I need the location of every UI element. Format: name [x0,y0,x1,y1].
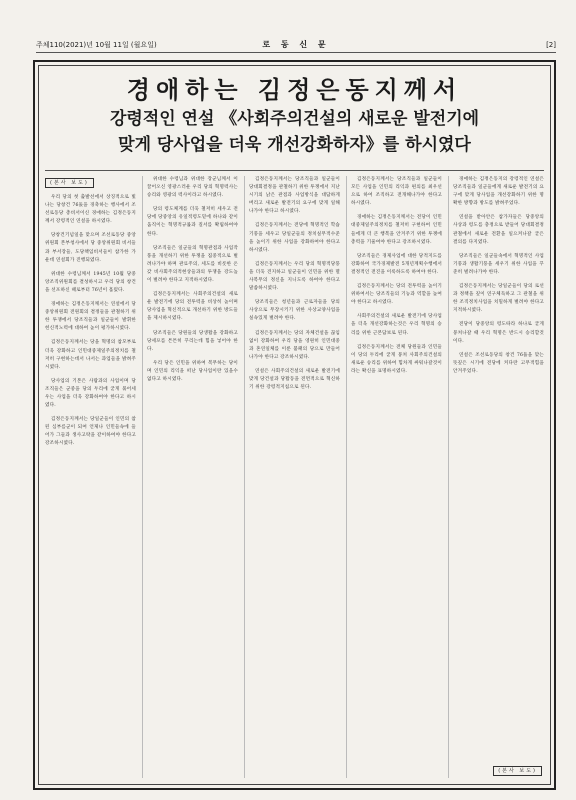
report-end-tag: (본사 보도) [493,766,542,776]
paragraph: 김정은동지께서는 우리 당의 혁명적당풍을 더욱 견지하고 일군들이 인민을 위한 멸사복무의 정신을 지니도록 하여야 한다고 말씀하시였다. [249,261,340,292]
headline-divider [45,170,544,171]
paragraph: 김정은동지께서는 당일군들이 인민의 참된 심부름군이 되여 언제나 인민들속에 들어가 그들과 생사고락을 같이하여야 한다고 강조하시였다. [45,417,136,447]
paragraph: 우리 당은 인민을 위하여 복무하는 당이며 인민의 리익을 떠난 당사업이란 있을수 없다고 하시였다. [147,360,238,382]
paragraph: 김정은동지께서는 당의 자체건설을 끊임없이 강화하여 우리 당을 영원히 인민대중과 혼연일체를 이룬 불패의 당으로 만들어나가야 한다고 강조하시였다. [249,330,340,360]
article-headline [39,70,550,166]
paragraph: 경애하는 김정은동지의 강령적인 연설은 당조직들과 일군들에게 새로운 발전기의 요구에 맞게 당사업을 개선강화하기 위한 명확한 방향과 방도를 밝혀주었다. [453,177,544,207]
report-tag: (본사 보도) [45,178,94,188]
paragraph: 당조직들은 당원들의 당생활을 강화하고 당세포를 튼튼히 꾸리는데 힘을 넣어야 한다. [147,330,238,352]
paragraph: 김정은동지께서는 사회주의건설의 새로운 발전기에 당의 전투력을 비상히 높이며 당사업을 혁신적으로 개선하기 위한 방도들을 제시하시였다. [147,292,238,322]
paragraph: 경애하는 김정은동지께서는 전당이 인민대중제일주의정치를 철저히 구현하여 인민들에게 더 큰 행복을 안겨주기 위한 투쟁에 총력을 기울여야 한다고 강조하시였다. [351,215,442,245]
paragraph: 당사업의 기본은 사람과의 사업이며 당조직들은 군중을 당의 두리에 굳게 묶어세우는 사업을 더욱 강화하여야 한다고 하시였다. [45,378,136,409]
article-columns [45,176,544,778]
article-column-4 [346,176,442,778]
article-frame-inner [38,65,551,785]
headline-line-3: 맞게 당사업을 더욱 개선강화하자》를 하시였다 [118,135,471,155]
paragraph: 당조직들은 청년들과 근로자들을 당의 사상으로 무장시키기 위한 사상교양사업을 실속있게 벌려야 한다. [249,300,340,322]
article-column-2 [142,176,238,778]
paragraph: 당조직들은 일군들속에서 혁명적인 사업기풍과 생활기풍을 세우기 위한 사업을 꾸준히 벌려나가야 한다. [453,253,544,275]
paragraph: 당조직들은 일군들의 혁명관점과 사업작풍을 개선하기 위한 투쟁을 집중적으로 벌려나가야 하며 관료주의, 세도를 비롯한 온갖 비사회주의적현상들과의 투쟁을 강도높이 벌려야 한다고 지적하시였다. [147,245,238,284]
issue-date: 주체110(2021)년 10월 11일 (월요일) [36,41,157,49]
paragraph: 연설은 조선로동당의 창건 76돐을 맞는 뜻깊은 시기에 전당에 커다란 고무적힘을 안겨주었다. [453,352,544,374]
masthead [36,38,556,53]
paragraph: 전당이 당중앙의 령도따라 하나로 굳게 뭉쳐나갈 때 우리 혁명은 반드시 승리할것이다. [453,322,544,344]
paragraph: 김정은동지께서는 전당에 혁명적인 학습기풍을 세우고 당일군들의 정치실무적수준을 높이기 위한 사업을 강화하여야 한다고 하시였다. [249,223,340,253]
paragraph: 경애하는 김정은동지께서는 연설에서 당중앙위원회 전원회의 결정들을 관철하기 위한 투쟁에서 당조직들과 일군들이 발휘한 헌신적노력에 대하여 높이 평가하시였다. [45,302,136,332]
paragraph: 김정은동지께서는 당조직들과 일군들이 모든 사업을 인민의 리익과 편의를 최우선으로 하여 조직하고 전개해나가야 한다고 하시였다. [351,177,442,207]
paragraph: 연설은 사회주의건설의 새로운 발전기에 맞게 당건설과 당활동을 전면적으로 혁신하기 위한 강령적지침으로 된다. [249,368,340,391]
article-column-5 [448,176,544,778]
paragraph: 위대한 수령님과 위대한 장군님께서 이끌어오신 영광스러운 우리 당의 혁명력사는 승리와 영광의 력사이라고 하시였다. [147,177,238,199]
paragraph: 위대한 수령님께서 1945년 10월 당중앙조직위원회를 결성하시고 우리 당의 창건을 선포하신 때로부터 76년이 흘렀다. [45,271,136,293]
paragraph: 우리 당의 첫 출발선에서 상징적으로 빛나는 당창건 76돐을 경축하는 행사에서 조선로동당 총비서이신 경애하는 김정은동지께서 강령적인 연설을 하시였다. [45,195,136,225]
headline-line-1: 경애하는 김정은동지께서 [126,76,463,104]
article-frame [33,60,556,790]
paragraph: 김정은동지께서는 당일군들이 당의 로선과 정책을 깊이 연구체득하고 그 관철을 위한 조직정치사업을 치밀하게 벌려야 한다고 지적하시였다. [453,284,544,314]
paragraph: 연설을 받아안은 참가자들은 당중앙의 사상과 령도를 충정으로 받들어 당대회결정관철에서 새로운 전환을 일으켜나갈 굳은 결의를 다지였다. [453,215,544,245]
article-column-3 [244,176,340,778]
paragraph: 김정은동지께서는 당을 혁명의 참모부로 더욱 강화하고 인민대중제일주의정치를 철저히 구현하는데서 나서는 과업들을 밝혀주시였다. [45,340,136,370]
paragraph: 당조직들은 경제사업에 대한 당적지도를 강화하여 국가경제발전 5개년계획수행에서 결정적인 전진을 이룩하도록 하여야 한다. [351,253,442,275]
paragraph: 김정은동지께서는 전체 당원들과 인민들이 당의 두리에 굳게 뭉쳐 사회주의건설의 새로운 승리를 위하여 힘차게 싸워나갈것이라는 확신을 표명하시였다. [351,344,442,374]
page-number: [2] [546,41,556,49]
paragraph: 당창건기념일을 맞으며 조선로동당 중앙위원회 본부청사에서 당 중앙위원회 비서들과 부서장들, 도당책임비서들이 참가한 가운데 연설회가 진행되였다. [45,233,136,263]
paragraph: 김정은동지께서는 당의 전투력을 높이기 위하여서는 당조직들의 기능과 역할을 높여야 한다고 하시였다. [351,284,442,306]
headline-line-2: 강령적인 연설 《사회주의건설의 새로운 발전기에 [109,109,480,129]
paragraph: 김정은동지께서는 당조직들과 일군들이 당대회결정을 관철하기 위한 투쟁에서 지난 시기의 낡은 관점과 사업방식을 대담하게 버리고 새로운 발전기의 요구에 맞게 일해나가야 한다고 하시였다. [249,177,340,215]
paragraph: 사회주의건설의 새로운 발전기에 당사업을 더욱 개선강화하는것은 우리 혁명의 승리를 위한 근본담보로 된다. [351,314,442,336]
article-column-1 [45,176,136,778]
paragraph: 당의 령도체계를 더욱 철저히 세우고 전당에 당중앙의 유일적령도밑에 하나와 같이 움직이는 혁명적규률과 질서를 확립하여야 한다. [147,207,238,237]
newspaper-name: 로 동 신 문 [262,40,330,49]
